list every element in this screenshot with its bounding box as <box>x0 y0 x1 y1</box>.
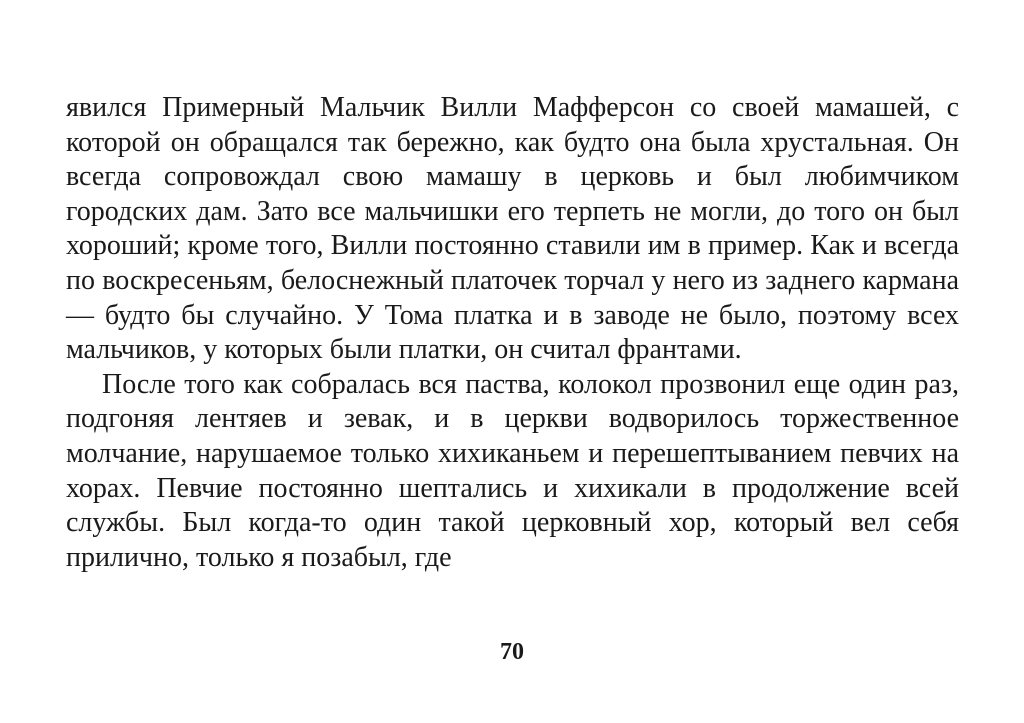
body-text <box>66 91 959 575</box>
page-number: 70 <box>500 639 524 665</box>
paragraph-continuation: явился Примерный Мальчик Вилли Мафферсон со своей мамашей, с которой он обращался так бережно, как будто она была хрустальная. Он всегда сопровождал свою мамашу в церковь и был любимчиком городских дам. Зато все мальчишки его терпеть не могли, до того он был хороший; кроме того, Вилли постоянно ставили им в пример. Как и всегда по воскресеньям, белоснежный платочек торчал у него из заднего кармана — будто бы случайно. У Тома платка и в заводе не было, поэтому всех мальчиков, у которых были платки, он считал франтами. <box>66 92 959 366</box>
paragraph-second: После того как собралась вся паства, колокол прозвонил еще один раз, подгоняя лентяев и зевак, и в церкви водворилось торжественное молчание, нарушаемое только хихиканьем и перешептыванием певчих на хорах. Певчие постоянно шептались и хихикали в продолжение всей службы. Был когда-то один такой церковный хор, который вел себя прилично, только я позабыл, где <box>66 368 959 573</box>
